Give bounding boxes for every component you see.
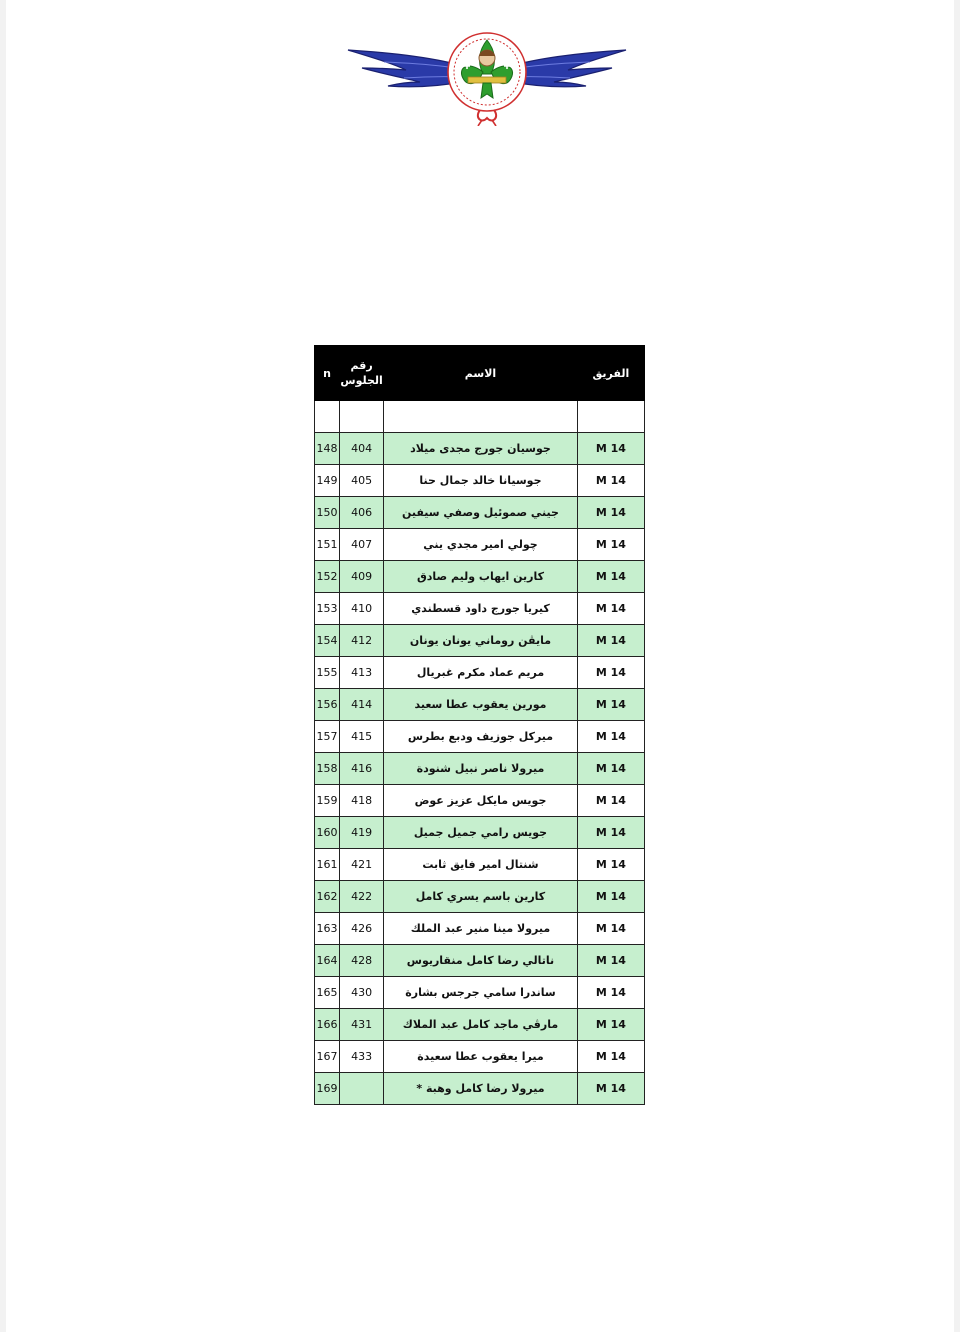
row-n: 165: [315, 977, 340, 1009]
row-name: مايڤن روماني يونان يونان: [384, 625, 578, 657]
row-seat-number: 418: [340, 785, 384, 817]
row-name: جيني صموئيل وصفي سيفين: [384, 497, 578, 529]
row-team: M 14: [577, 689, 644, 721]
row-team: M 14: [577, 529, 644, 561]
row-n: 159: [315, 785, 340, 817]
row-name: مريم عماد مكرم غبريال: [384, 657, 578, 689]
table-header-row: [315, 346, 645, 401]
table-row: [315, 625, 645, 657]
row-team: M 14: [577, 625, 644, 657]
row-n: 155: [315, 657, 340, 689]
row-seat-number: 430: [340, 977, 384, 1009]
row-n: 163: [315, 913, 340, 945]
table-row: [315, 529, 645, 561]
row-team: M 14: [577, 1041, 644, 1073]
row-team: M 14: [577, 593, 644, 625]
row-team: M 14: [577, 721, 644, 753]
row-seat-number: 431: [340, 1009, 384, 1041]
table-row: [315, 849, 645, 881]
row-n: 150: [315, 497, 340, 529]
row-n: 157: [315, 721, 340, 753]
row-team: M 14: [577, 561, 644, 593]
row-seat-number: 415: [340, 721, 384, 753]
header-spacer: [315, 401, 645, 433]
row-name: شنتال امير فايق ثابت: [384, 849, 578, 881]
row-n: 162: [315, 881, 340, 913]
row-seat-number: 421: [340, 849, 384, 881]
row-seat-number: 405: [340, 465, 384, 497]
table-row: [315, 1009, 645, 1041]
row-name: جويس مايكل عزيز عوض: [384, 785, 578, 817]
row-team: M 14: [577, 945, 644, 977]
column-header-team: الفريق: [577, 346, 644, 401]
row-seat-number: 410: [340, 593, 384, 625]
row-seat-number: 419: [340, 817, 384, 849]
row-n: 154: [315, 625, 340, 657]
row-n: 151: [315, 529, 340, 561]
column-header-n: n: [315, 346, 340, 401]
table-row: [315, 593, 645, 625]
row-n: 148: [315, 433, 340, 465]
row-seat-number: 404: [340, 433, 384, 465]
row-name: جوسيانا خالد جمال حنا: [384, 465, 578, 497]
row-n: 164: [315, 945, 340, 977]
row-seat-number: 407: [340, 529, 384, 561]
row-team: M 14: [577, 817, 644, 849]
table-row: [315, 785, 645, 817]
table-row: [315, 817, 645, 849]
row-seat-number: 413: [340, 657, 384, 689]
column-header-seat-number: [340, 346, 384, 401]
row-name: كيريا جورج داود قسطندي: [384, 593, 578, 625]
roster-table: [314, 345, 645, 1105]
row-team: M 14: [577, 465, 644, 497]
table-row: [315, 913, 645, 945]
row-team: M 14: [577, 433, 644, 465]
row-n: 152: [315, 561, 340, 593]
row-team: M 14: [577, 849, 644, 881]
row-name: چولي امير مجدي يني: [384, 529, 578, 561]
table-row: [315, 1073, 645, 1105]
row-n: 156: [315, 689, 340, 721]
row-seat-number: 422: [340, 881, 384, 913]
row-seat-number: 433: [340, 1041, 384, 1073]
table-row: [315, 657, 645, 689]
scout-logo: [344, 22, 630, 126]
row-team: M 14: [577, 1073, 644, 1105]
row-name: مارڤي ماجد كامل عبد الملاك: [384, 1009, 578, 1041]
row-seat-number: 428: [340, 945, 384, 977]
row-n: 169: [315, 1073, 340, 1105]
row-n: 149: [315, 465, 340, 497]
row-seat-number: 409: [340, 561, 384, 593]
row-name: ميرولا مينا منير عبد الملك: [384, 913, 578, 945]
table-row: [315, 433, 645, 465]
row-team: M 14: [577, 881, 644, 913]
row-seat-number: 412: [340, 625, 384, 657]
table-row: [315, 721, 645, 753]
row-name: ناتالي رضا كامل منقاريوس: [384, 945, 578, 977]
table-row: [315, 753, 645, 785]
table-row: [315, 497, 645, 529]
row-name: كارين باسم يسري كامل: [384, 881, 578, 913]
row-team: M 14: [577, 753, 644, 785]
row-seat-number: 426: [340, 913, 384, 945]
row-name: كارين ايهاب وليم صادق: [384, 561, 578, 593]
table-row: [315, 1041, 645, 1073]
row-seat-number: 414: [340, 689, 384, 721]
table-row: [315, 561, 645, 593]
table-row: [315, 881, 645, 913]
row-team: M 14: [577, 913, 644, 945]
row-name: ميركل جوزيف ودبع بطرس: [384, 721, 578, 753]
document-page: [6, 0, 954, 1332]
row-seat-number: 416: [340, 753, 384, 785]
row-name: مورين يعقوب عطا سعيد: [384, 689, 578, 721]
table-row: [315, 689, 645, 721]
table-row: [315, 977, 645, 1009]
row-team: M 14: [577, 977, 644, 1009]
table-row: [315, 945, 645, 977]
row-n: 158: [315, 753, 340, 785]
seat-header-line1: رقم: [350, 359, 373, 372]
column-header-name: الاسم: [384, 346, 578, 401]
row-name: جويس رامي جميل جميل: [384, 817, 578, 849]
seat-header-line2: الجلوس: [340, 374, 383, 387]
row-name: ميرولا ناصر نبيل شنودة: [384, 753, 578, 785]
row-seat-number: [340, 1073, 384, 1105]
row-seat-number: 406: [340, 497, 384, 529]
row-name: ميرا يعقوب عطا سعيدة: [384, 1041, 578, 1073]
row-n: 153: [315, 593, 340, 625]
row-name: ساندرا سامي جرجس بشارة: [384, 977, 578, 1009]
row-n: 160: [315, 817, 340, 849]
row-n: 166: [315, 1009, 340, 1041]
row-n: 167: [315, 1041, 340, 1073]
row-n: 161: [315, 849, 340, 881]
row-team: M 14: [577, 785, 644, 817]
row-team: M 14: [577, 1009, 644, 1041]
row-team: M 14: [577, 657, 644, 689]
row-team: M 14: [577, 497, 644, 529]
row-name: ميرولا رضا كامل وهبة *: [384, 1073, 578, 1105]
table-row: [315, 465, 645, 497]
row-name: جوسيان جورج مجدى ميلاد: [384, 433, 578, 465]
